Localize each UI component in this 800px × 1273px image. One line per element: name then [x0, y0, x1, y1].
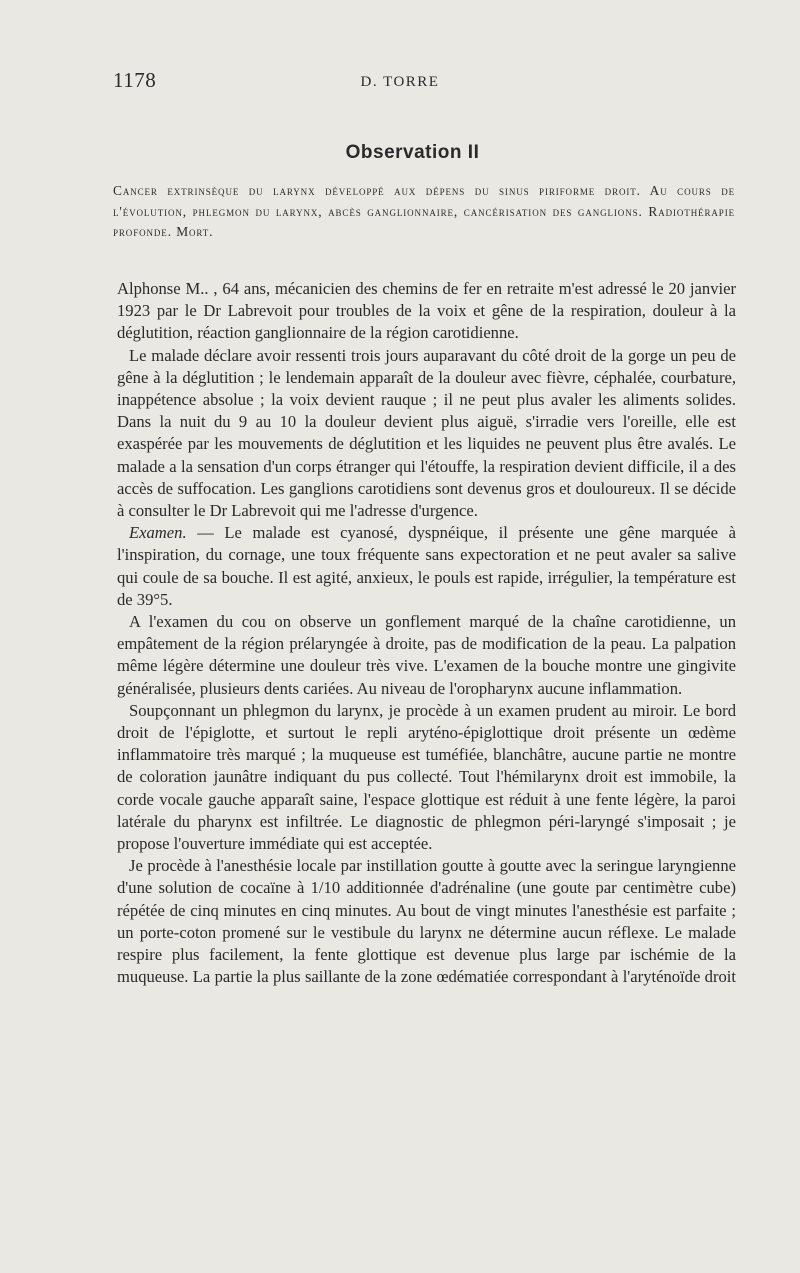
body-text [117, 278, 736, 989]
paragraph: A l'examen du cou on observe un gonflement marqué de la chaîne carotidienne, un empâtement de la région prélaryngée à droite, pas de modification de la peau. La palpation même légère détermine une douleur très vive. L'examen de la bouche montre une gingivite généralisée, plusieurs dents cariées. Au niveau de l'oropharynx aucune inflammation. [117, 612, 736, 698]
running-head: D. TORRE [360, 74, 440, 90]
examen-label: Examen. [129, 523, 187, 543]
paragraph-text: — Le malade est cyanosé, dyspnéique, il présente une gêne marquée à l'inspiration, du cornage, une toux fréquente sans expectoration et ne peut avaler sa salive qui coule de sa bouche. Il est agité, anxieux, le pouls est rapide, irrégulier, la température est de 39°5. [117, 523, 736, 609]
observation-title: Observation II [345, 142, 480, 163]
paragraph: Le malade déclare avoir ressenti trois jours auparavant du côté droit de la gorge un peu de gêne à la déglutition ; le lendemain apparaît de la douleur avec fièvre, céphalée, courbature, inappétence absolue ; la voix devient rauque ; il ne peut plus avaler les aliments solides. Dans la nuit du 9 au 10 la douleur devient plus aiguë, s'irradie vers l'oreille, elle est exaspérée par les mouvements de déglutition et les liquides ne peuvent plus être avalés. Le malade a la sensation d'un corps étranger qui l'étouffe, la respiration devient difficile, il a des accès de suffocation. Les ganglions carotidiens sont devenus gros et douloureux. Il se décide à consulter le Dr Labrevoit qui me l'adresse d'urgence. [117, 345, 736, 521]
observation-summary: Cancer extrinsèque du larynx développé aux dépens du sinus piriforme droit. Au cours de l'évolution, phlegmon du larynx, abcès ganglionnaire, cancérisation des ganglions. Radiothérapie profonde. Mort. [113, 183, 735, 240]
paragraph: Soupçonnant un phlegmon du larynx, je procède à un examen prudent au miroir. Le bord droit de l'épiglotte, et surtout le repli aryténo-épiglottique droit présente un œdème inflammatoire très marqué ; la muqueuse est tuméfiée, blanchâtre, aucune partie ne montre de coloration jaunâtre indiquant du pus collecté. Tout l'hémilarynx droit est immobile, la corde vocale gauche apparaît saine, l'espace glottique est réduit à une fente légère, la paroi latérale du pharynx est infiltrée. Le diagnostic de phlegmon péri-laryngé s'imposait ; je propose l'ouverture immédiate qui est acceptée. [117, 700, 736, 854]
page-number: 1178 [113, 68, 157, 92]
paragraph [117, 522, 736, 611]
paragraph: Je procède à l'anesthésie locale par instillation goutte à goutte avec la seringue laryngienne d'une solution de cocaïne à 1/10 additionnée d'adrénaline (une goute par centimètre cube) répétée de cinq minutes en cinq minutes. Au bout de vingt minutes l'anesthésie est parfaite ; un porte-coton promené sur le vestibule du larynx ne détermine aucun réflexe. Le malade respire plus facilement, la fente glottique est devenue plus large par ischémie de la muqueuse. La partie la plus saillante de la zone œdématiée correspondant à l'aryténoïde droit [117, 856, 736, 987]
paragraph: Alphonse M.. , 64 ans, mécanicien des chemins de fer en retraite m'est adressé le 20 janvier 1923 par le Dr Labrevoit pour troubles de la voix et gêne de la respiration, douleur à la déglutition, réaction ganglionnaire de la région carotidienne. [117, 279, 736, 343]
